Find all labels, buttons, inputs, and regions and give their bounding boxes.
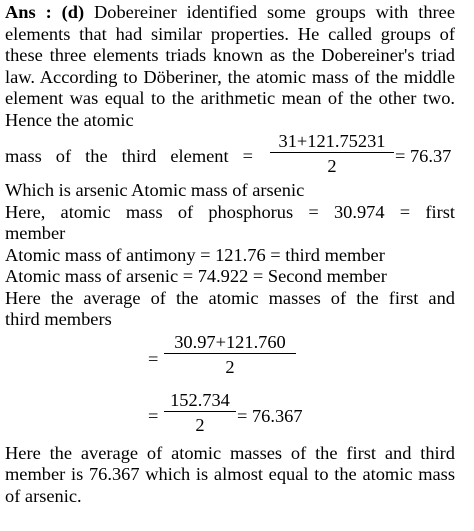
average-line-1: Here the average of the atomic masses of the first and [5,287,455,308]
arsenic-line: Which is arsenic Atomic mass of arsenic [5,180,305,200]
equation3-denominator: 2 [195,414,205,435]
answer-intro-text: Dobereiner identified some groups with three elements that had similar properties. He called groups of these three elements triads known as the Dobereiner's triad law. According to Döberiner, the atomic mass of the middle element was equal to the arithmetic mean of the other two. Hence the atomic [5,2,455,130]
member-word: member [5,223,66,243]
average-line-2: third members [5,309,112,329]
equation1-lhs: mass of the third element = [5,146,253,166]
equation2-fraction [164,331,296,378]
equation1-fraction [270,130,394,177]
equation-third-element [5,132,455,180]
fraction-bar [270,152,394,153]
antimony-line: Atomic mass of antimony = 121.76 = third member [5,244,385,265]
fraction-bar [164,353,296,354]
answer-label: Ans : (d) [5,2,85,22]
equation3-equals: = [148,405,159,426]
equation2-equals: = [148,348,159,369]
equation2-denominator: 2 [225,356,235,377]
solution-document [5,2,455,507]
arsenic-mass-line: Atomic mass of arsenic = 74.922 = Second member [5,266,387,286]
equation3-fraction [164,389,236,436]
equation1-numerator: 31+121.75231 [278,131,386,151]
equation-average [5,331,455,395]
equation2-numerator: 30.97+121.760 [174,331,286,352]
conclusion-paragraph: Here the average of atomic masses of the first and third member is 76.367 which is almost equal to the atomic mass of arsenic. [5,442,455,506]
phosphorus-line: Here, atomic mass of phosphorus = 30.974 = first [5,201,455,222]
equation3-numerator: 152.734 [170,389,230,410]
equation1-denominator: 2 [327,156,337,176]
equation3-result: = 76.367 [237,405,303,426]
equation-average-result [5,389,455,443]
answer-intro-paragraph [5,2,455,131]
fraction-bar [164,411,236,412]
equation1-result: = 76.37 [395,146,452,166]
